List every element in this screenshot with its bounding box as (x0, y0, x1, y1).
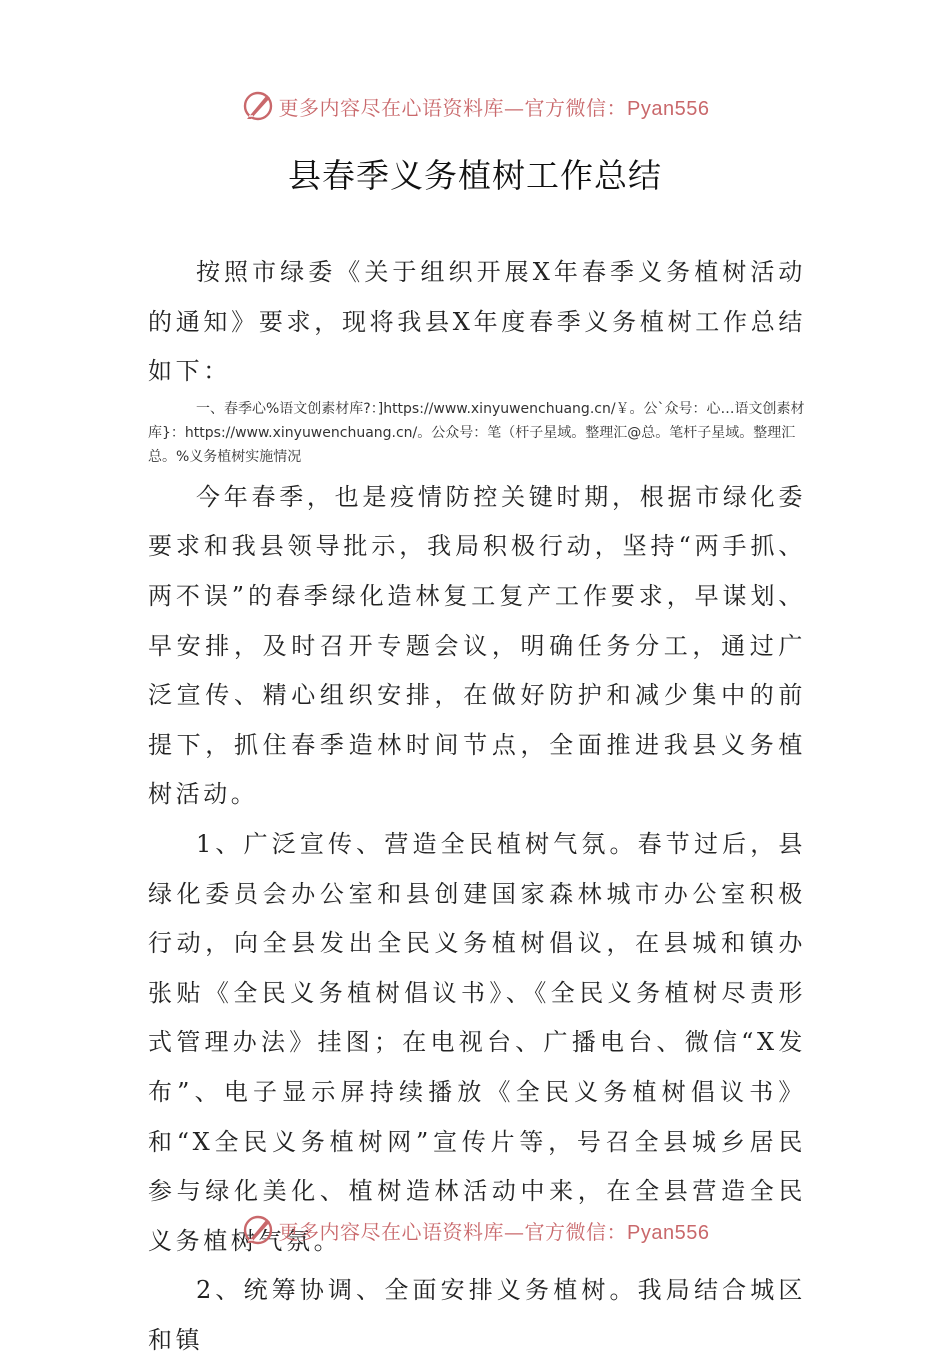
paragraph-intro: 按照市绿委《关于组织开展X年春季义务植树活动的通知》要求，现将我县X年度春季义务植树工作总结如下： (148, 258, 806, 386)
watermark-footer (0, 1210, 950, 1250)
watermark-id: Pyan556 (627, 1221, 710, 1244)
paragraph-item-2: 2、统筹协调、全面安排义务植树。我局结合城区和镇 (148, 1276, 806, 1354)
quill-logo-icon (241, 89, 275, 123)
document-title: 县春季义务植树工作总结 (288, 156, 662, 195)
quill-logo-icon (241, 1213, 275, 1247)
paragraph-item-1: 1、广泛宣传、营造全民植树气氛。春节过后，县绿化委员会办公室和县创建国家森林城市办公室积极行动，向全县发出全民义务植树倡议，在县城和镇办张贴《全民义务植树倡议书》、《全民义务植树尽责形式管理办法》挂图；在电视台、广播电台、微信“X发布”、电子显示屏持续播放《全民义务植树倡议书》和“X全民义务植树网”宣传片等，号召全县城乡居民参与绿化美化、植树造林活动中来，在全县营造全民义务植树气氛。 (148, 829, 806, 1255)
watermark-label: 更多内容尽在心语资料库—官方微信： (278, 95, 628, 120)
watermark-text (279, 92, 710, 121)
watermark-id: Pyan556 (627, 97, 710, 120)
watermark-text (279, 1216, 710, 1245)
watermark-label: 更多内容尽在心语资料库—官方微信： (278, 1219, 628, 1244)
paragraph-overview: 今年春季，也是疫情防控关键时期，根据市绿化委要求和我县领导批示，我局积极行动，坚持“两手抓、两不误”的春季绿化造林复工复产工作要求，早谋划、早安排，及时召开专题会议，明确任务分工，通过广泛宣传、精心组织安排，在做好防护和减少集中的前提下，抓住春季造林时间节点，全面推进我县义务植树活动。 (148, 482, 806, 809)
watermark-header (0, 86, 950, 126)
document-body (148, 248, 806, 1365)
section-heading-note: 一、春季心%语文创素材库?：]https://www.xinyuwenchuang.cn/￥。公`众号：心…语文创素材库}：https://www.xinyuwenchuang.cn/。公众号：笔（杆子星域。整理汇@总。笔杆子星域。整理汇总。%义务植树实施情况 (148, 400, 805, 465)
